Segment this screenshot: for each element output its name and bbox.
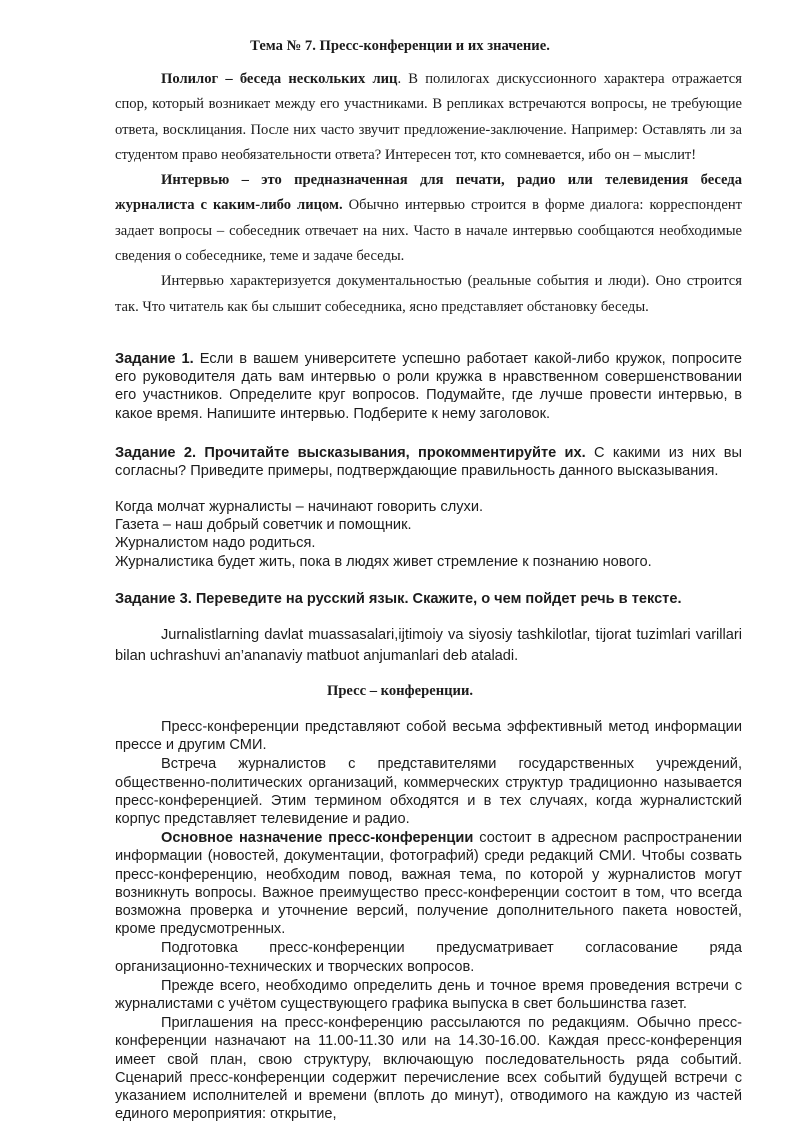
quote-item: Журналистика будет жить, пока в людях живет стремление к познанию нового. <box>115 553 652 570</box>
uzbek-text <box>115 625 742 667</box>
uzbek-paragraph: Jurnalistlarning davlat muassasalari,ijtimoiy va siyosiy tashkilotlar, tijorat tuzimlari varillari bilan uchrashuvi an’ananaviy matbuot anjumanlari deb ataladi. <box>115 627 742 664</box>
task3-label: Задание 3. Переведите на русский язык. Скажите, о чем пойдет речь в тексте. <box>115 591 682 607</box>
section-heading: Пресс – конференции. <box>326 683 474 699</box>
press-paragraph-1: Пресс-конференции представляют собой весьма эффективный метод информации прессе и другим СМИ. <box>115 719 742 754</box>
press-paragraph-5: Прежде всего, необходимо определить день и точное время проведения встречи с журналистами с учётом существующего графика выпуска в свет большинства газет. <box>115 977 742 1013</box>
interview-feature-paragraph: Интервью характеризуется документальностью (реальные события и люди). Оно строится так. Что читатель как бы слышит собеседника, ясно представляет обстановку беседы. <box>115 273 742 315</box>
press-conference-section <box>115 718 742 1123</box>
task2 <box>115 444 742 480</box>
task3 <box>115 590 742 608</box>
task2-paragraph: Задание 2. Прочитайте высказывания, прокомментируйте их. С какими из них вы согласны? Приведите примеры, подтверждающие правильность данного высказывания. <box>115 445 742 480</box>
interview-definition-paragraph: Интервью – это предназначенная для печати, радио или телевидения беседа журналиста с каким-либо лицом. Обычно интервью строится в форме диалога: корреспондент задает вопросы – собеседник отвечает на них. Часто в начале интервью сообщаются необходимые сведения о собеседнике, теме и задаче беседы. <box>115 172 743 265</box>
quotes-list <box>115 498 742 571</box>
intro-section <box>115 67 742 320</box>
task2-label: Задание 2. Прочитайте высказывания, прокомментируйте их. <box>115 445 586 461</box>
page-title: Тема № 7. Пресс-конференции и их значение. <box>250 38 550 54</box>
press-paragraph-3: Основное назначение пресс-конференции состоит в адресном распространении информации (новостей, документации, фотографий) среди редакций СМИ. Чтобы созвать пресс-конференцию, необходим повод, важная тема, по которой у журналистов могут возникнуть вопросы. Важное преимущество пресс-конференции состоит в том, что всегда возможна проверка и уточнение версий, получение дополнительного пакета новостей, кроме предусмотренных. <box>115 830 742 938</box>
press-paragraph-2: Встреча журналистов с представителями государственных учреждений, общественно-политических организаций, коммерческих структур традиционно называется пресс-конференцией. Этим термином обходятся и в тех случаях, когда журналистский корпус представляет телевидение и радио. <box>115 756 742 828</box>
interview-term: Интервью – это предназначенная для печати, радио или телевидения беседа журналиста с каким-либо лицом. <box>115 172 742 214</box>
quote-item: Журналистом надо родиться. <box>115 535 316 552</box>
task1-paragraph: Задание 1. Если в вашем университете успешно работает какой-либо кружок, попросите его руководителя дать вам интервью о роли кружка в нравственном совершенствовании его участников. Определите круг вопросов. Подумайте, где лучше провести интервью, в какое время. Напишите интервью. Подберите к нему заголовок. <box>115 351 742 422</box>
task1 <box>115 350 742 423</box>
press-purpose-term: Основное назначение пресс-конференции <box>161 830 474 847</box>
task1-label: Задание 1. <box>115 351 194 367</box>
press-paragraph-4: Подготовка пресс-конференции предусматривает согласование ряда организационно-технических и творческих вопросов. <box>115 940 742 975</box>
quote-item: Газета – наш добрый советчик и помощник. <box>115 517 412 534</box>
polylog-term: Полилог – беседа нескольких лиц <box>161 71 398 87</box>
polylog-paragraph: Полилог – беседа нескольких лиц. В полилогах дискуссионного характера отражается спор, который возникает между его участниками. В репликах встречаются вопросы, не требующие ответа, восклицания. После них часто звучит предложение-заключение. Например: Оставлять ли за студентом право необязательности ответа? Интересен тот, кто сомневается, ибо он – мыслит! <box>115 71 742 163</box>
quote-item: Когда молчат журналисты – начинают говорить слухи. <box>115 499 484 515</box>
press-paragraph-6: Приглашения на пресс-конференцию рассылаются по редакциям. Обычно пресс-конференции назначают на 11.00-11.30 или на 14.30-16.00. Каждая пресс-конференция имеет свой план, свою структуру, включающую последовательность ряда событий. Сценарий пресс-конференции содержит перечисление всех событий будущей встречи с указанием исполнителей и времени (вплоть до минут), отводимого на каждую из частей единого мероприятия: открытие, <box>115 1015 742 1123</box>
